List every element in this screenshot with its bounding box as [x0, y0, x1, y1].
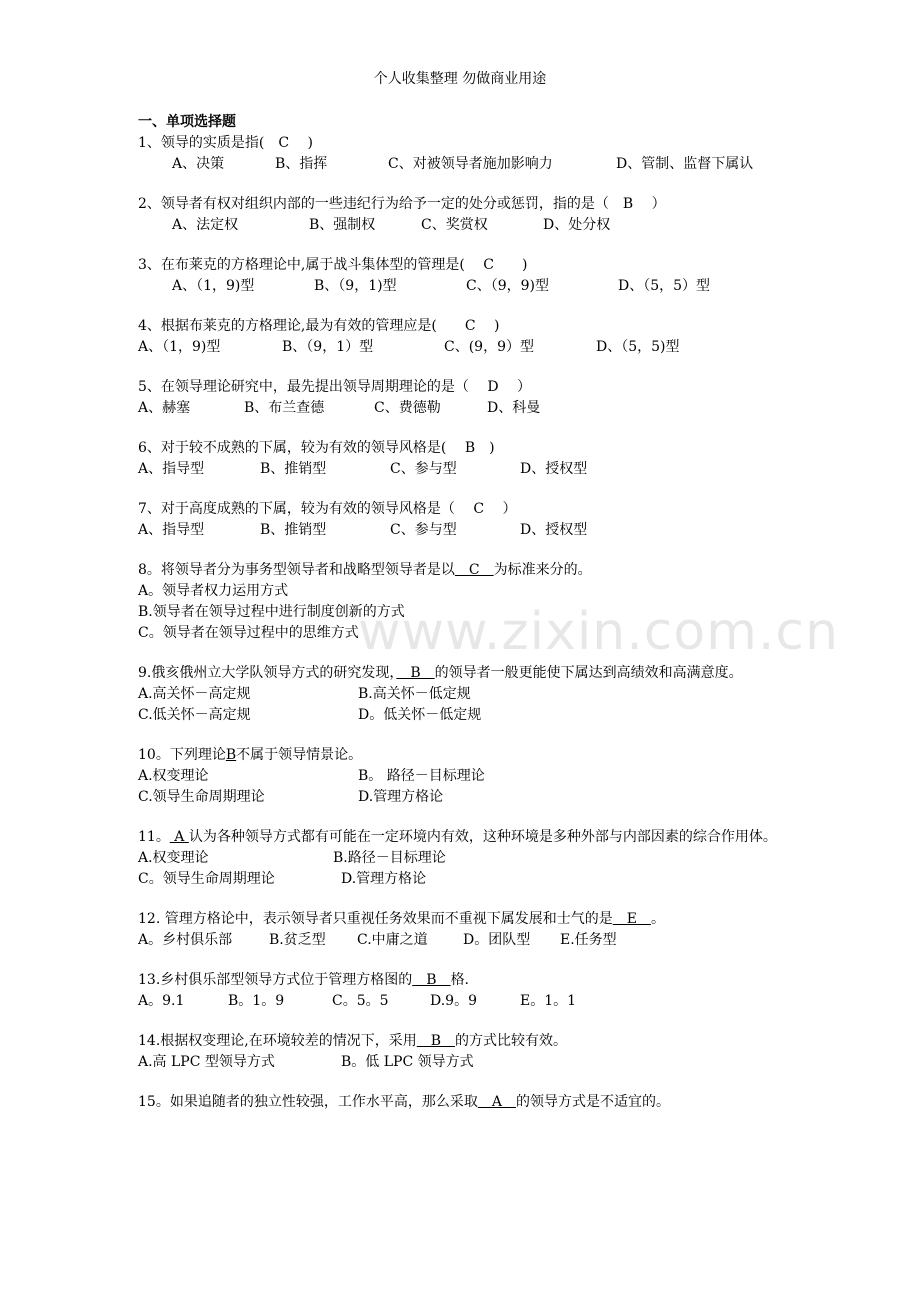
options-row — [138, 705, 798, 726]
option-c: C.低关怀－高定规 — [138, 707, 251, 723]
question-stem — [138, 745, 798, 766]
option-b: B、（9，1)型 — [314, 278, 397, 294]
option-a: A。乡村俱乐部 — [138, 932, 233, 948]
option-b: B、推销型 — [260, 461, 327, 477]
option-c: C、对被领导者施加影响力 — [388, 156, 553, 172]
section-title: 一、单项选择题 — [138, 114, 236, 130]
option-a: A、（1，9)型 — [172, 278, 255, 294]
options-row — [138, 991, 798, 1012]
answer-blank: A — [169, 829, 189, 845]
answer-blank: B — [225, 747, 237, 763]
options-row — [138, 337, 798, 358]
option-b: B.高关怀－低定规 — [358, 686, 471, 702]
option-d: D、科曼 — [487, 400, 541, 416]
question-11 — [138, 827, 798, 890]
question-13 — [138, 970, 798, 1012]
option-d: D、授权型 — [520, 522, 588, 538]
option-b: B.路径－目标理论 — [333, 850, 446, 866]
option-d: D、处分权 — [543, 217, 611, 233]
question-stem — [138, 663, 798, 684]
option-d: D。团队型 — [463, 932, 531, 948]
options-row — [138, 848, 798, 869]
option-a: A.权变理论 — [138, 768, 209, 784]
option-a: A.权变理论 — [138, 850, 209, 866]
stem-text-end: 的领导方式是不适宜的。 — [515, 1094, 670, 1110]
option-b: B。 路径－目标理论 — [358, 768, 485, 784]
stem-text: 13.乡村俱乐部型领导方式位于管理方格图的 — [138, 972, 413, 988]
answer-blank: B — [396, 665, 435, 681]
option-c: C、参与型 — [390, 522, 457, 538]
option-c: C、（9，9)型 — [466, 278, 549, 294]
option-a: A。9.1 — [138, 993, 185, 1009]
option-a: A、（1，9)型 — [138, 339, 221, 355]
option-c: C、参与型 — [390, 461, 457, 477]
options-row — [138, 787, 798, 808]
option-b: B.贫乏型 — [269, 932, 326, 948]
options-row — [138, 215, 798, 236]
option-d: D、（5，5)型 — [596, 339, 680, 355]
answer-blank: E — [612, 911, 651, 927]
stem-text-end: 。 — [650, 911, 665, 927]
option-d: D。低关怀－低定规 — [358, 707, 482, 723]
option-a: A、法定权 — [172, 217, 239, 233]
question-stem: 6、对于较不成熟的下属，较为有效的领导风格是( B ) — [138, 440, 495, 456]
options-row — [138, 930, 798, 951]
option-a: A、指导型 — [138, 522, 205, 538]
options-row — [138, 276, 798, 297]
question-stem — [138, 1092, 798, 1113]
question-9 — [138, 663, 798, 726]
stem-text-end: 的领导者一般更能使下属达到高绩效和高满意度。 — [434, 665, 743, 681]
question-2 — [138, 194, 798, 236]
question-3 — [138, 255, 798, 297]
option-d: D、授权型 — [520, 461, 588, 477]
option-c: C、奖赏权 — [421, 217, 488, 233]
options-row — [138, 154, 798, 175]
stem-text-end: 的方式比较有效。 — [455, 1033, 568, 1049]
option-d: D、（5，5）型 — [618, 278, 711, 294]
stem-text: 11。 — [138, 829, 170, 845]
option-b: B、（9，1）型 — [282, 339, 374, 355]
option-e: E。1。1 — [520, 993, 577, 1009]
question-stem: 1、领导的实质是指( C ) — [138, 135, 313, 151]
stem-text-end: 认为各种领导方式都有可能在一定环境内有效，这种环境是多种外部与内部因素的综合作用体。 — [188, 829, 777, 845]
question-7 — [138, 499, 798, 541]
question-stem: 5、在领导理论研究中，最先提出领导周期理论的是（ D ） — [138, 379, 532, 395]
question-stem — [138, 827, 798, 848]
question-stem: 4、根据布莱克的方格理论,最为有效的管理应是( C ) — [138, 318, 500, 334]
options-row — [138, 1052, 798, 1073]
stem-text-end: 不属于领导情景论。 — [236, 747, 363, 763]
option-a: A.高 LPC 型领导方式 — [138, 1054, 275, 1070]
option-c: C.中庸之道 — [357, 932, 428, 948]
option-a: A。领导者权力运用方式 — [138, 583, 289, 599]
option-c: C。领导者在领导过程中的思维方式 — [138, 625, 359, 641]
stem-text: 14.根据权变理论,在环境较差的情况下，采用 — [138, 1033, 417, 1049]
option-b: B。低 LPC 领导方式 — [341, 1054, 474, 1070]
stem-text: 9.俄亥俄州立大学队领导方式的研究发现， — [138, 665, 397, 681]
stem-text-end: 格. — [450, 972, 470, 988]
options-row — [138, 684, 798, 705]
option-b: B、布兰查德 — [244, 400, 325, 416]
answer-blank: C — [454, 562, 494, 578]
option-c: C、费德勒 — [374, 400, 441, 416]
option-b: B、推销型 — [260, 522, 327, 538]
options-row — [138, 869, 798, 890]
question-10 — [138, 745, 798, 808]
question-1 — [138, 133, 798, 175]
options-row — [138, 459, 798, 480]
answer-blank: B — [412, 972, 451, 988]
question-14 — [138, 1031, 798, 1073]
option-c: C.领导生命周期理论 — [138, 789, 265, 805]
page-header: 个人收集整理 勿做商业用途 — [373, 71, 547, 87]
option-c: C。5。5 — [332, 993, 389, 1009]
option-a: A、赫塞 — [138, 400, 191, 416]
question-stem — [138, 1031, 798, 1052]
stem-text: 12. 管理方格论中，表示领导者只重视任务效果而不重视下属发展和士气的是 — [138, 911, 613, 927]
answer-blank: B — [416, 1033, 456, 1049]
question-6 — [138, 438, 798, 480]
stem-text: 8。将领导者分为事务型领导者和战略型领导者是以 — [138, 562, 455, 578]
option-a: A.高关怀－高定规 — [138, 686, 251, 702]
option-e: E.任务型 — [560, 932, 617, 948]
question-stem: 3、在布莱克的方格理论中,属于战斗集体型的管理是( C ) — [138, 257, 528, 273]
question-12 — [138, 909, 798, 951]
option-b: B、指挥 — [275, 156, 328, 172]
question-stem: 2、领导者有权对组织内部的一些违纪行为给予一定的处分或惩罚，指的是（ B ） — [138, 196, 666, 212]
option-d: D、管制、监督下属认 — [616, 156, 754, 172]
option-a: A、决策 — [172, 156, 225, 172]
question-stem — [138, 970, 798, 991]
option-d: D.管理方格论 — [358, 789, 444, 805]
question-15 — [138, 1092, 798, 1113]
options-row — [138, 520, 798, 541]
question-stem — [138, 560, 798, 581]
option-c: C。领导生命周期理论 — [138, 871, 275, 887]
stem-text: 15。如果追随者的独立性较强，工作水平高，那么采取 — [138, 1094, 478, 1110]
option-c: C、(9，9）型 — [444, 339, 534, 355]
options-row — [138, 398, 798, 419]
stem-text-end: 为标准来分的。 — [493, 562, 592, 578]
option-b: B。1。9 — [228, 993, 285, 1009]
option-d: D.管理方格论 — [341, 871, 427, 887]
question-stem: 7、对于高度成熟的下属，较为有效的领导风格是（ C ） — [138, 501, 517, 517]
option-a: A、指导型 — [138, 461, 205, 477]
options-row — [138, 766, 798, 787]
question-stem — [138, 909, 798, 930]
stem-text: 10。下列理论 — [138, 747, 226, 763]
watermark: www.zixin.com.cn — [358, 602, 839, 662]
option-b: B.领导者在领导过程中进行制度创新的方式 — [138, 604, 405, 620]
option-b: B、强制权 — [309, 217, 376, 233]
question-4 — [138, 316, 798, 358]
question-5 — [138, 377, 798, 419]
option-d: D.9。9 — [430, 993, 477, 1009]
answer-blank: A — [477, 1094, 516, 1110]
